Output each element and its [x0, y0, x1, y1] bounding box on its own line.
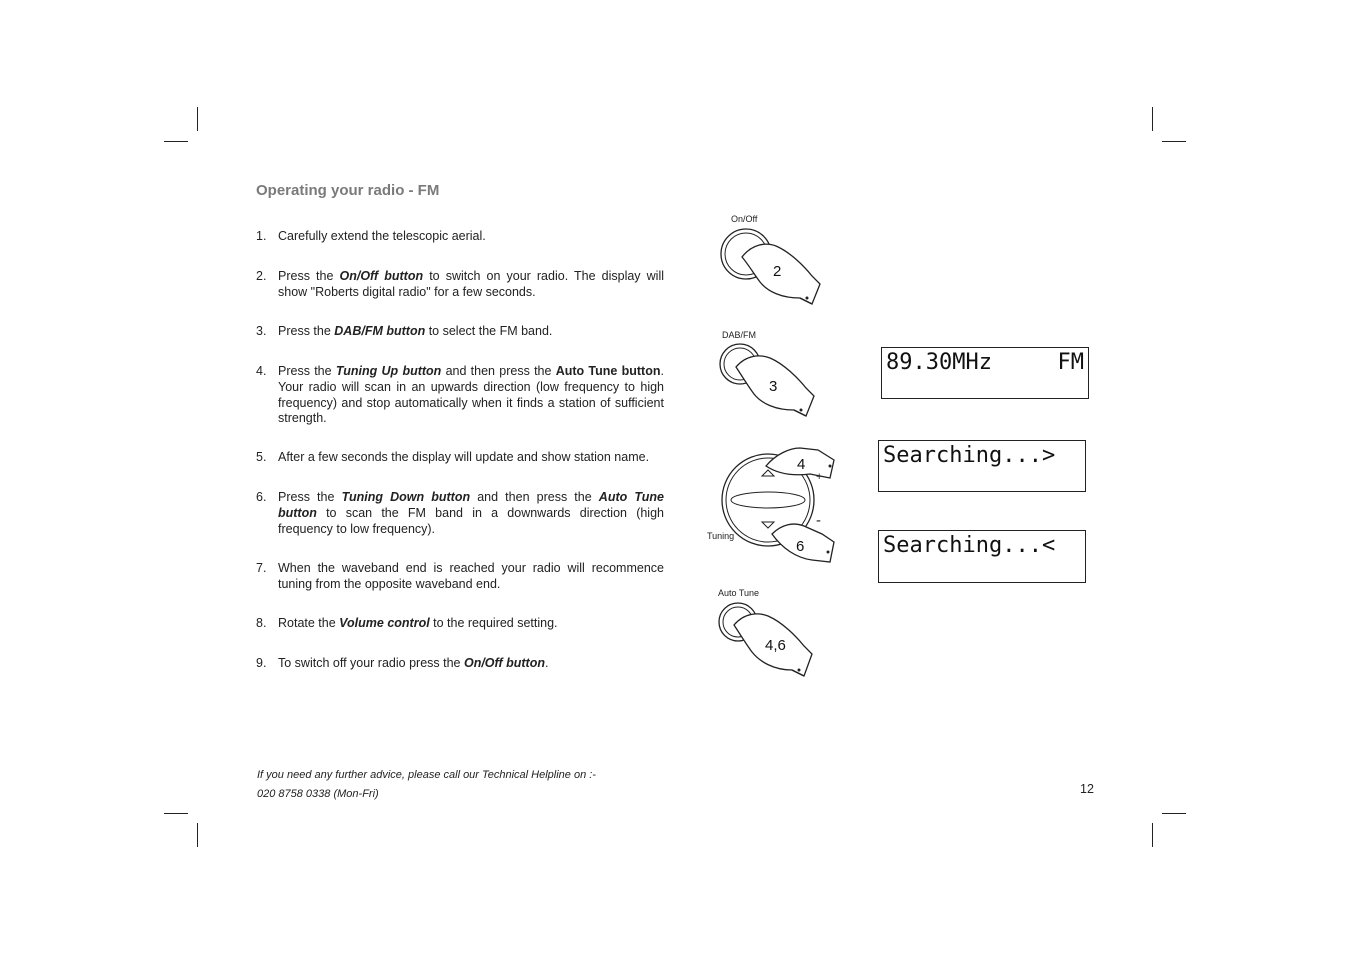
onoff-button-figure — [712, 224, 832, 314]
crop-mark — [164, 813, 188, 814]
step-text-run: to the required setting. — [429, 616, 558, 630]
step-number: 7. — [256, 561, 267, 575]
lcd-frequency-text: 89.30MHz — [886, 350, 992, 375]
step-text-run: to select the FM band. — [425, 324, 553, 338]
dabfm-button-label: DAB/FM — [722, 330, 757, 340]
button-name: On/Off button — [339, 269, 424, 283]
page-title: Operating your radio - FM — [256, 182, 440, 199]
step-number: 5. — [256, 450, 267, 464]
instruction-step — [256, 450, 664, 466]
step-text-run: Press the — [278, 324, 335, 338]
step-text-run: . Your radio will scan in an upwards direction (low frequency to high frequency) and stop automatically when it finds a station of sufficient strength. — [278, 364, 664, 426]
step-text-run: Carefully extend the telescopic aerial. — [278, 229, 486, 243]
step-number: 2. — [256, 269, 267, 283]
step-text-run: Press the — [278, 364, 336, 378]
page-number: 12 — [1080, 782, 1094, 796]
step-text — [278, 229, 664, 245]
step-callout: 4,6 — [765, 637, 786, 654]
step-text-run: To switch off your radio press the — [278, 656, 464, 670]
lcd-band-text: FM — [1057, 350, 1084, 375]
step-number: 9. — [256, 656, 267, 670]
crop-mark — [1152, 823, 1153, 847]
crop-mark — [1162, 141, 1186, 142]
tuning-label: Tuning — [707, 531, 735, 541]
button-name: DAB/FM button — [334, 324, 426, 338]
step-text — [278, 616, 664, 632]
crop-mark — [197, 107, 198, 131]
step-number: 3. — [256, 324, 267, 338]
instruction-step — [256, 229, 664, 245]
crop-mark — [1152, 107, 1153, 131]
lcd-display-fm-frequency — [881, 347, 1089, 399]
button-name: Tuning Down button — [341, 490, 471, 504]
step-number: 1. — [256, 229, 267, 243]
step-text-run: and then press the — [441, 364, 556, 378]
step-text-run: When the waveband end is reached your radio will recommence tuning from the opposite waveband end. — [278, 561, 664, 591]
step-text-run: Press the — [278, 269, 340, 283]
instruction-step — [256, 269, 664, 301]
instruction-step — [256, 364, 664, 427]
instruction-step — [256, 324, 664, 340]
lcd-display-search-up — [878, 440, 1086, 492]
autotune-button-label: Auto Tune — [718, 588, 760, 598]
helpline-number: 020 8758 0338 (Mon-Fri) — [257, 788, 379, 800]
step-number: 6. — [256, 490, 267, 504]
crop-mark — [197, 823, 198, 847]
crop-mark — [164, 141, 188, 142]
button-name: Volume control — [339, 616, 430, 630]
tuning-buttons-figure — [706, 440, 846, 570]
button-name: Auto Tune button — [278, 490, 665, 520]
instruction-step — [256, 616, 664, 632]
step-callout: 6 — [796, 538, 805, 555]
step-text — [278, 490, 664, 537]
step-text — [278, 450, 664, 466]
onoff-button-label: On/Off — [731, 214, 758, 224]
instruction-step — [256, 656, 664, 672]
step-text — [278, 656, 664, 672]
instruction-step — [256, 561, 664, 593]
step-text-run: After a few seconds the display will update and show station name. — [278, 450, 650, 464]
helpline-note: If you need any further advice, please call our Technical Helpline on :- — [257, 769, 596, 781]
step-text-run: Rotate the — [278, 616, 340, 630]
lcd-search-up-text: Searching...> — [883, 443, 1056, 468]
step-text — [278, 324, 664, 340]
step-text — [278, 561, 664, 593]
lcd-search-down-text: Searching...< — [883, 533, 1056, 558]
step-number: 4. — [256, 364, 267, 378]
step-callout: 3 — [769, 378, 778, 395]
tuning-minus-label: - — [816, 512, 821, 529]
crop-mark — [1162, 813, 1186, 814]
step-text-run: to switch on your radio. The display will show "Roberts digital radio" for a few seconds. — [278, 269, 664, 299]
instruction-step — [256, 490, 664, 537]
button-name: Tuning Up button — [335, 364, 442, 378]
step-text-run: to scan the FM band in a downwards direction (high frequency to low frequency). — [278, 505, 664, 536]
step-callout: 4 — [797, 456, 806, 473]
step-text-run: and then press the — [470, 490, 599, 504]
step-callout: 2 — [773, 263, 782, 280]
button-name: Auto Tune button — [555, 364, 661, 378]
lcd-display-search-down — [878, 530, 1086, 583]
step-number: 8. — [256, 616, 267, 630]
button-name: On/Off button — [463, 656, 545, 670]
step-text — [278, 269, 664, 301]
step-text-run: . — [544, 656, 549, 670]
tuning-plus-label: + — [816, 471, 823, 483]
step-text-run: Press the — [278, 490, 342, 504]
step-text — [278, 364, 664, 427]
